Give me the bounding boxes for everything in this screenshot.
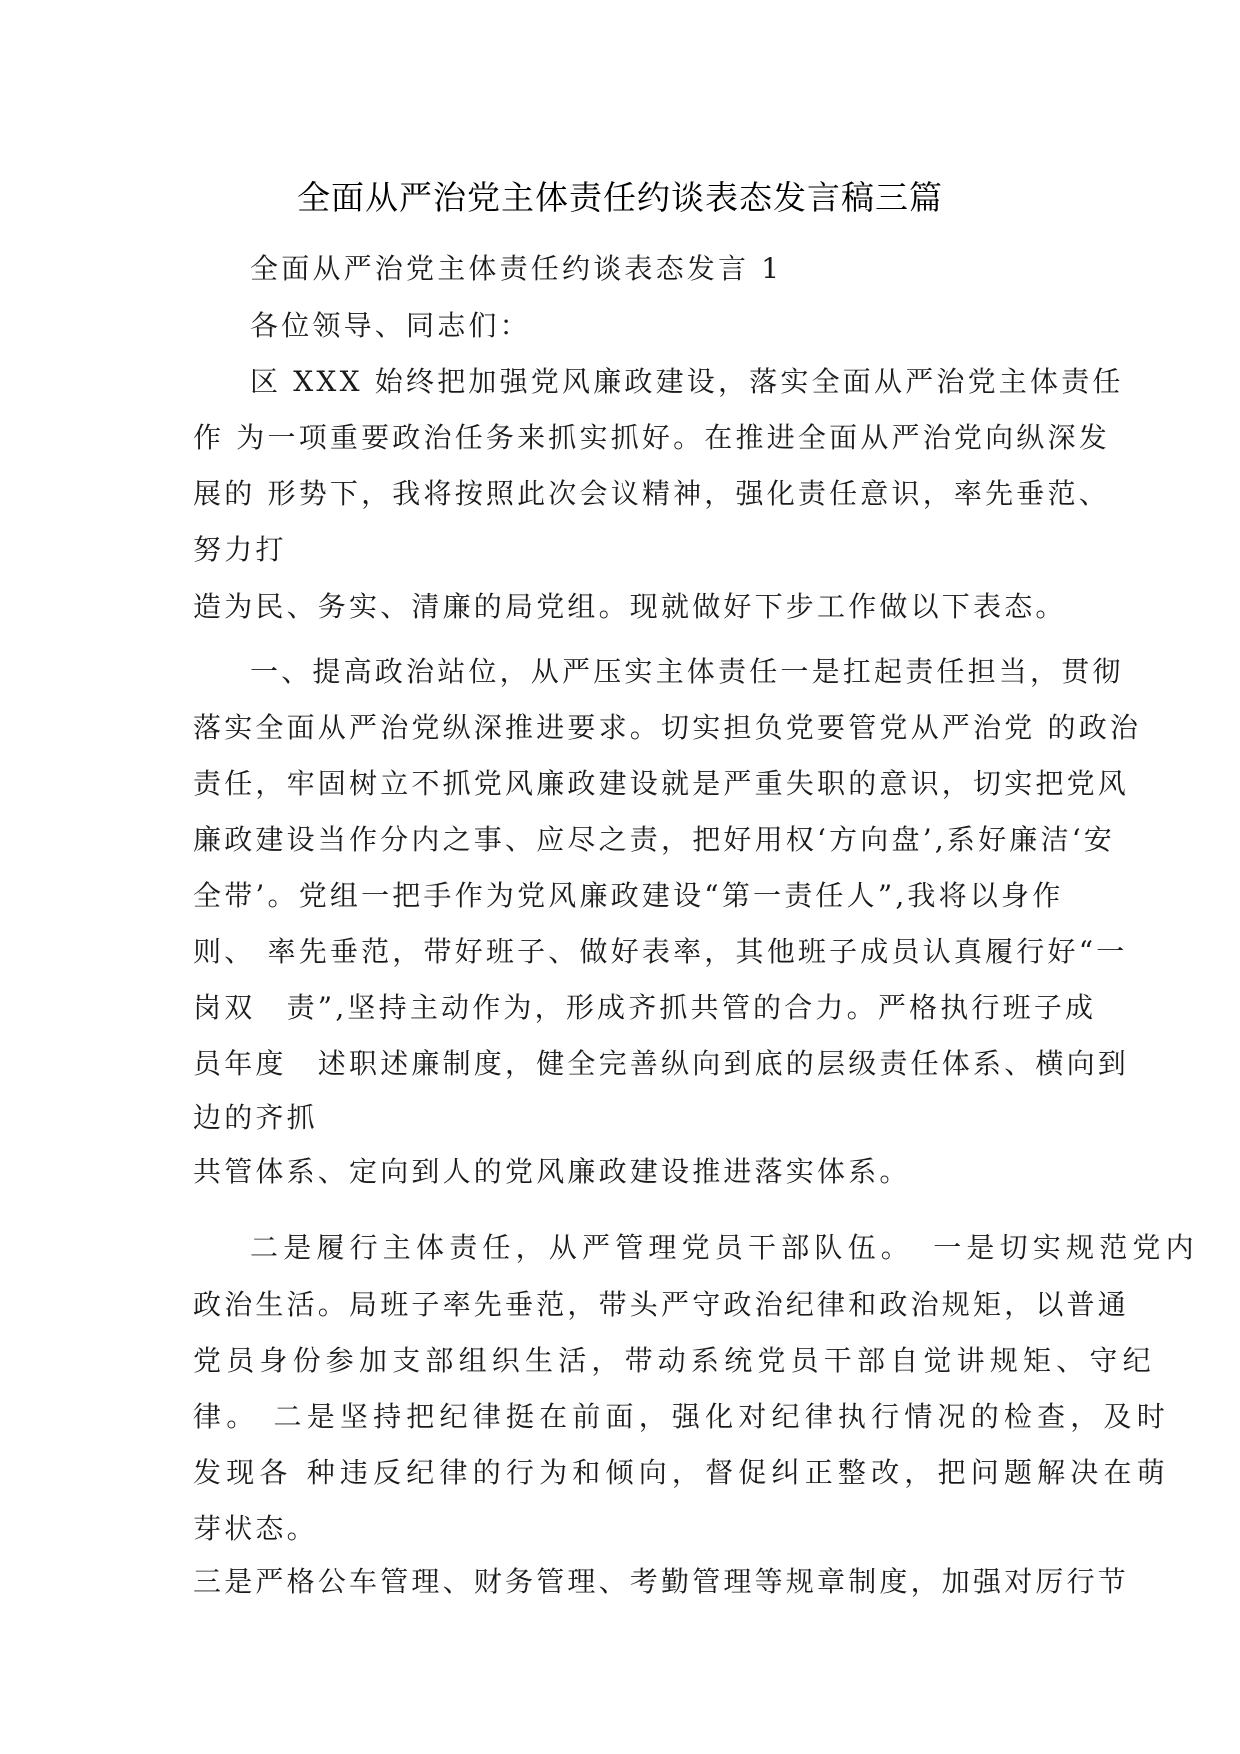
paragraph-line: 政治生活。局班子率先垂范，带头严守政治纪律和政治规矩，以普通 — [193, 1288, 1130, 1321]
paragraph-line: 发现各 种违反纪律的行为和倾向，督促纠正整改，把问题解决在萌 — [193, 1456, 1170, 1489]
paragraph-line: 党员身份参加支部组织生活，带动系统党员干部自觉讲规矩、守纪 — [193, 1344, 1156, 1377]
paragraph-line: 造为民、务实、清廉的局党组。现就做好下步工作做以下表态。 — [193, 590, 1067, 623]
speech-heading: 全面从严治党主体责任约谈表态发言 1 — [250, 252, 783, 285]
paragraph-line: 落实全面从严治党纵深推进要求。切实担负党要管党从严治党 的政治 — [193, 711, 1142, 744]
paragraph-line: 则、 率先垂范，带好班子、做好表率，其他班子成员认真履行好“一 — [193, 935, 1128, 968]
paragraph-line: 廉政建设当作分内之事、应尽之责，把好用权‘方向盘’,系好廉洁‘安 — [193, 823, 1116, 856]
paragraph-line: 员年度 述职述廉制度，健全完善纵向到底的层级责任体系、横向到 — [193, 1047, 1130, 1080]
paragraph-line: 一、提高政治站位，从严压实主体责任一是扛起责任担当，贯彻 — [250, 655, 1124, 688]
paragraph-line: 展的 形势下，我将按照此次会议精神，强化责任意识，率先垂范、 — [193, 477, 1110, 510]
paragraph-line: 芽状态。 — [193, 1512, 318, 1545]
paragraph-line: 责任，牢固树立不抓党风廉政建设就是严重失职的意识，切实把党风 — [193, 767, 1130, 800]
paragraph-line: 边的齐抓 — [193, 1101, 318, 1134]
paragraph-line: 三是严格公车管理、财务管理、考勤管理等规章制度，加强对厉行节 — [193, 1565, 1130, 1598]
paragraph-line: 共管体系、定向到人的党风廉政建设推进落实体系。 — [193, 1155, 911, 1188]
paragraph-line: 律。 二是坚持把纪律挺在前面，强化对纪律执行情况的检查，及时 — [193, 1400, 1170, 1433]
document-title: 全面从严治党主体责任约谈表态发言稿三篇 — [297, 178, 943, 217]
paragraph-line: 作 为一项重要政治任务来抓实抓好。在推进全面从严治党向纵深发 — [193, 421, 1110, 454]
salutation: 各位领导、同志们： — [250, 309, 531, 342]
paragraph-line: 二是履行主体责任，从严管理党员干部队伍。 一是切实规范党内 — [250, 1231, 1199, 1264]
paragraph-line: 努力打 — [193, 533, 287, 566]
paragraph-line: 区 XXX 始终把加强党风廉政建设，落实全面从严治党主体责任 — [250, 365, 1124, 398]
paragraph-line: 全带’。党组一把手作为党风廉政建设“第一责任人”,我将以身作 — [193, 879, 1064, 912]
paragraph-line: 岗双 责”,坚持主动作为，形成齐抓共管的合力。严格执行班子成 — [193, 991, 1097, 1024]
